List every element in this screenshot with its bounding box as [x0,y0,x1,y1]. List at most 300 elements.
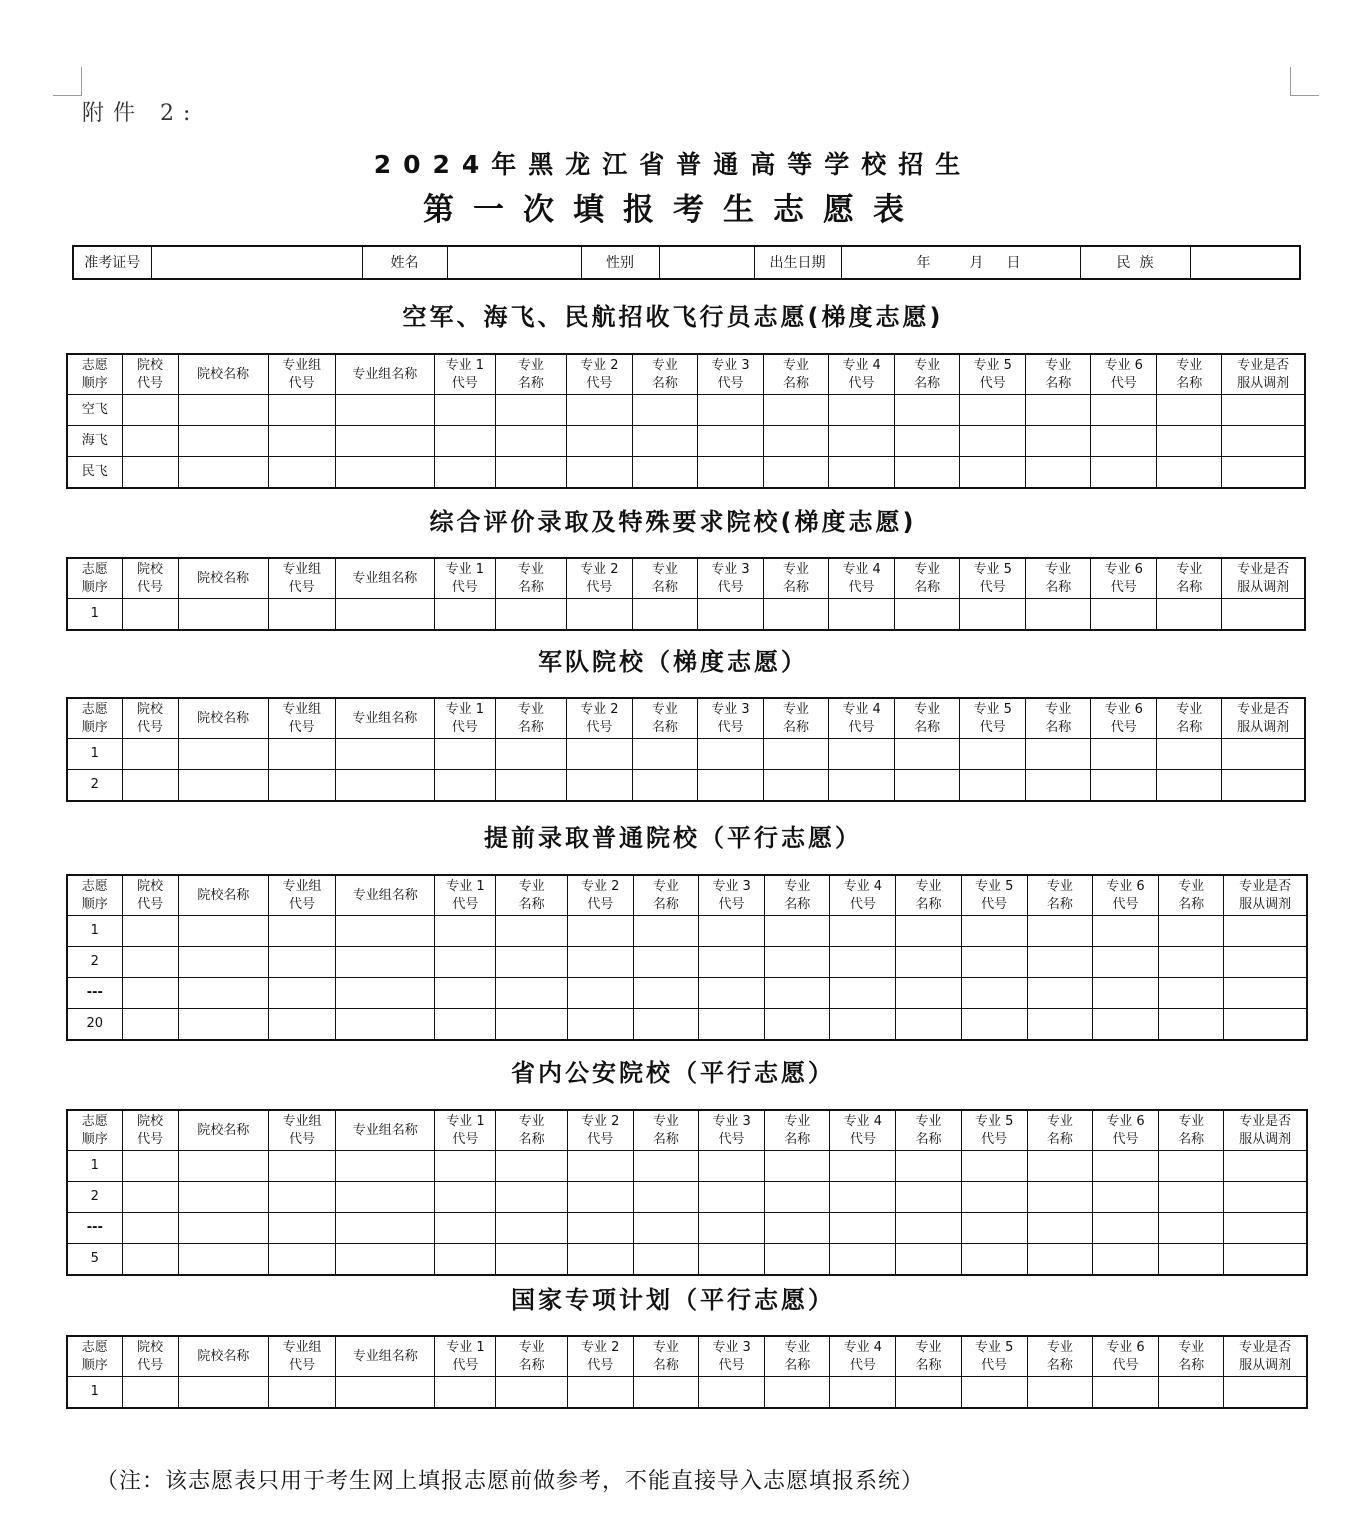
entry-cell[interactable] [335,599,434,631]
entry-cell[interactable] [1026,426,1091,457]
entry-cell[interactable] [1222,599,1305,631]
entry-cell[interactable] [567,1182,633,1213]
entry-cell[interactable] [1224,1151,1307,1182]
column-header [1026,558,1091,599]
entry-cell[interactable] [1157,426,1222,457]
entry-cell[interactable] [961,1151,1027,1182]
entry-cell[interactable] [829,457,895,489]
entry-cell[interactable] [830,1377,896,1409]
entry-cell[interactable] [698,947,764,978]
entry-cell[interactable] [633,916,698,947]
entry-cell[interactable] [567,1151,633,1182]
crop-mark-top-left [53,67,82,96]
entry-cell[interactable] [1092,978,1158,1009]
entry-cell[interactable] [1027,1009,1092,1041]
entry-cell[interactable] [1224,947,1307,978]
entry-cell[interactable] [268,1377,335,1409]
entry-cell[interactable] [1027,1244,1092,1276]
entry-cell[interactable] [1159,916,1224,947]
entry-cell[interactable] [961,1213,1027,1244]
entry-cell[interactable] [896,916,961,947]
entry-cell[interactable] [496,916,567,947]
entry-cell[interactable] [960,770,1026,802]
entry-cell[interactable] [1222,770,1305,802]
entry-cell[interactable] [335,395,434,426]
entry-cell[interactable] [960,599,1026,631]
entry-cell[interactable] [1224,1377,1307,1409]
entry-cell[interactable] [1222,457,1305,489]
entry-cell[interactable] [268,770,335,802]
entry-cell[interactable] [633,978,698,1009]
entry-cell[interactable] [830,1151,896,1182]
entry-cell[interactable] [566,457,632,489]
entry-cell[interactable] [1224,1244,1307,1276]
row-order-label: 5 [67,1244,122,1276]
entry-cell[interactable] [336,1213,435,1244]
entry-cell[interactable] [122,1377,178,1409]
entry-cell[interactable] [1159,1151,1224,1182]
entry-cell[interactable] [122,599,178,631]
entry-cell[interactable] [336,1377,435,1409]
entry-cell[interactable] [268,1009,335,1041]
entry-cell[interactable] [1224,916,1307,947]
entry-cell[interactable] [435,947,496,978]
entry-cell[interactable] [763,770,828,802]
entry-cell[interactable] [496,1182,567,1213]
entry-cell[interactable] [1157,395,1222,426]
entry-cell[interactable] [1092,1151,1158,1182]
entry-cell[interactable] [1091,457,1157,489]
entry-cell[interactable] [697,599,763,631]
entry-cell[interactable] [895,426,960,457]
entry-cell[interactable] [268,978,335,1009]
entry-cell[interactable] [178,1182,268,1213]
entry-cell[interactable] [1027,947,1092,978]
entry-cell[interactable] [495,395,566,426]
entry-cell[interactable] [268,1182,335,1213]
entry-cell[interactable] [1092,947,1158,978]
column-header-line: 志愿 [81,701,108,717]
entry-cell[interactable] [495,426,566,457]
entry-cell[interactable] [435,1009,496,1041]
entry-cell[interactable] [633,1244,698,1276]
entry-cell[interactable] [567,1244,633,1276]
entry-cell[interactable] [336,978,435,1009]
entry-cell[interactable] [763,426,828,457]
entry-cell[interactable] [336,947,435,978]
entry-cell[interactable] [960,457,1026,489]
row-order-label: 2 [67,770,122,802]
entry-cell[interactable] [961,1377,1027,1409]
entry-cell[interactable] [1026,770,1091,802]
entry-cell[interactable] [896,1213,961,1244]
entry-cell[interactable] [961,1182,1027,1213]
entry-cell[interactable] [961,978,1027,1009]
column-header [567,1110,633,1151]
entry-cell[interactable] [566,395,632,426]
column-header-line: 专业 [1046,1113,1073,1129]
entry-cell[interactable] [495,457,566,489]
entry-cell[interactable] [1092,1182,1158,1213]
entry-cell[interactable] [434,395,495,426]
entry-cell[interactable] [435,1377,496,1409]
entry-cell[interactable] [1092,1213,1158,1244]
entry-cell[interactable] [697,739,763,770]
column-header-line: 院校名称 [197,1122,250,1138]
entry-cell[interactable] [698,1213,764,1244]
column-header-line: 代号 [979,375,1006,391]
entry-cell[interactable] [178,770,268,802]
column-header-line: 名称 [914,579,941,595]
entry-cell[interactable] [1092,1377,1158,1409]
table-row [67,739,1305,770]
entry-cell[interactable] [1027,916,1092,947]
entry-cell[interactable] [495,739,566,770]
entry-cell[interactable] [896,1009,961,1041]
entry-cell[interactable] [1159,978,1224,1009]
entry-cell[interactable] [566,599,632,631]
column-header [896,875,961,916]
column-header-line: 专业 3 [711,561,750,577]
entry-cell[interactable] [268,947,335,978]
entry-cell[interactable] [697,770,763,802]
column-header-line: 名称 [518,1131,545,1147]
entry-cell[interactable] [1159,947,1224,978]
entry-cell[interactable] [335,770,434,802]
entry-cell[interactable] [122,1009,178,1041]
entry-cell[interactable] [830,1244,896,1276]
entry-cell[interactable] [1091,739,1157,770]
column-header-line: 代号 [849,896,876,912]
entry-cell[interactable] [178,978,268,1009]
entry-cell[interactable] [632,770,697,802]
entry-cell[interactable] [1092,1244,1158,1276]
entry-cell[interactable] [632,599,697,631]
entry-cell[interactable] [765,1244,830,1276]
entry-cell[interactable] [763,599,828,631]
column-header-line: 专业 2 [581,1339,620,1355]
entry-cell[interactable] [336,1182,435,1213]
column-header-line: 专业 [1046,878,1073,894]
entry-cell[interactable] [896,1151,961,1182]
entry-cell[interactable] [122,395,178,426]
entry-cell[interactable] [1027,1182,1092,1213]
entry-cell[interactable] [122,426,178,457]
entry-cell[interactable] [830,978,896,1009]
entry-cell[interactable] [633,1182,698,1213]
entry-cell[interactable] [829,599,895,631]
entry-cell[interactable] [633,1377,698,1409]
entry-cell[interactable] [178,1377,268,1409]
entry-cell[interactable] [895,739,960,770]
entry-cell[interactable] [567,947,633,978]
entry-cell[interactable] [1224,1213,1307,1244]
entry-cell[interactable] [435,1244,496,1276]
entry-cell[interactable] [1224,978,1307,1009]
entry-cell[interactable] [178,457,268,489]
entry-cell[interactable] [698,1151,764,1182]
entry-cell[interactable] [567,1377,633,1409]
entry-cell[interactable] [496,978,567,1009]
column-header-line: 服从调剂 [1237,375,1290,391]
gender-field[interactable] [659,246,754,279]
column-header-line: 专业 3 [711,357,750,373]
entry-cell[interactable] [1026,395,1091,426]
entry-cell[interactable] [1027,1377,1092,1409]
entry-cell[interactable] [122,1244,178,1276]
entry-cell[interactable] [633,947,698,978]
entry-cell[interactable] [335,426,434,457]
entry-cell[interactable] [566,770,632,802]
entry-cell[interactable] [1159,1182,1224,1213]
entry-cell[interactable] [698,1244,764,1276]
entry-cell[interactable] [1157,739,1222,770]
entry-cell[interactable] [1157,599,1222,631]
entry-cell[interactable] [829,739,895,770]
entry-cell[interactable] [1224,1009,1307,1041]
entry-cell[interactable] [567,1009,633,1041]
entry-cell[interactable] [1222,395,1305,426]
entry-cell[interactable] [268,1244,335,1276]
entry-cell[interactable] [1026,739,1091,770]
birth-date-field[interactable] [841,246,1080,279]
entry-cell[interactable] [336,1244,435,1276]
entry-cell[interactable] [435,1213,496,1244]
entry-cell[interactable] [895,599,960,631]
column-header-line: 代号 [587,896,614,912]
entry-cell[interactable] [567,978,633,1009]
column-header-line: 名称 [914,375,941,391]
column-header-line: 专业 5 [974,878,1014,894]
entry-cell[interactable] [122,770,178,802]
entry-cell[interactable] [896,1182,961,1213]
entry-cell[interactable] [268,599,335,631]
entry-cell[interactable] [434,770,495,802]
entry-cell[interactable] [1026,457,1091,489]
entry-cell[interactable] [1159,1244,1224,1276]
entry-cell[interactable] [961,1244,1027,1276]
entry-cell[interactable] [435,978,496,1009]
entry-cell[interactable] [961,947,1027,978]
column-header-line: 专业 5 [974,1113,1014,1129]
entry-cell[interactable] [830,1009,896,1041]
column-header-line: 顺序 [81,1131,108,1147]
entry-cell[interactable] [1091,770,1157,802]
entry-cell[interactable] [336,916,435,947]
entry-cell[interactable] [336,1009,435,1041]
entry-cell[interactable] [178,1213,268,1244]
column-header-line: 代号 [451,375,478,391]
column-header-line: 专业组 [282,561,322,577]
entry-cell[interactable] [765,1009,830,1041]
table-row [67,916,1307,947]
entry-cell[interactable] [1092,1009,1158,1041]
entry-cell[interactable] [765,1182,830,1213]
entry-cell[interactable] [567,1213,633,1244]
entry-cell[interactable] [895,457,960,489]
entry-cell[interactable] [495,599,566,631]
column-header-line: 专业 6 [1104,701,1143,717]
entry-cell[interactable] [697,426,763,457]
entry-cell[interactable] [495,770,566,802]
entry-cell[interactable] [122,1213,178,1244]
entry-cell[interactable] [895,770,960,802]
entry-cell[interactable] [496,1377,567,1409]
entry-cell[interactable] [1222,739,1305,770]
entry-cell[interactable] [268,739,335,770]
entry-cell[interactable] [178,739,268,770]
table-row [67,770,1305,802]
column-header [567,875,633,916]
column-header [1159,1110,1224,1151]
entry-cell[interactable] [435,1151,496,1182]
entry-cell[interactable] [566,739,632,770]
entry-cell[interactable] [763,739,828,770]
entry-cell[interactable] [960,426,1026,457]
entry-cell[interactable] [765,1151,830,1182]
entry-cell[interactable] [496,1244,567,1276]
entry-cell[interactable] [1027,978,1092,1009]
entry-cell[interactable] [1222,426,1305,457]
entry-cell[interactable] [698,1182,764,1213]
entry-cell[interactable] [434,599,495,631]
entry-cell[interactable] [1159,1377,1224,1409]
column-header-line: 专业 [517,561,544,577]
entry-cell[interactable] [1159,1009,1224,1041]
entry-cell[interactable] [567,916,633,947]
entry-cell[interactable] [697,395,763,426]
entry-cell[interactable] [1091,599,1157,631]
entry-cell[interactable] [1091,426,1157,457]
entry-cell[interactable] [896,978,961,1009]
ethnicity-field[interactable] [1190,246,1300,279]
entry-cell[interactable] [268,916,335,947]
entry-cell[interactable] [829,395,895,426]
entry-cell[interactable] [268,1151,335,1182]
entry-cell[interactable] [1157,770,1222,802]
entry-cell[interactable] [765,1213,830,1244]
entry-cell[interactable] [122,457,178,489]
entry-cell[interactable] [830,947,896,978]
entry-cell[interactable] [335,739,434,770]
entry-cell[interactable] [763,395,828,426]
entry-cell[interactable] [896,1244,961,1276]
entry-cell[interactable] [434,739,495,770]
entry-cell[interactable] [697,457,763,489]
column-header [1026,698,1091,739]
entry-cell[interactable] [698,1009,764,1041]
entry-cell[interactable] [122,916,178,947]
entry-cell[interactable] [122,739,178,770]
entry-cell[interactable] [633,1151,698,1182]
entry-cell[interactable] [178,1151,268,1182]
entry-cell[interactable] [765,947,830,978]
entry-cell[interactable] [434,426,495,457]
entry-cell[interactable] [895,395,960,426]
entry-cell[interactable] [632,457,697,489]
column-header [122,354,178,395]
entry-cell[interactable] [178,1244,268,1276]
entry-cell[interactable] [435,1182,496,1213]
entry-cell[interactable] [632,739,697,770]
entry-cell[interactable] [566,426,632,457]
entry-cell[interactable] [496,1213,567,1244]
column-header-line: 代号 [718,896,745,912]
entry-cell[interactable] [830,1213,896,1244]
entry-cell[interactable] [336,1151,435,1182]
entry-cell[interactable] [829,426,895,457]
name-field[interactable] [447,246,581,279]
entry-cell[interactable] [632,395,697,426]
entry-cell[interactable] [496,947,567,978]
entry-cell[interactable] [1159,1213,1224,1244]
column-header-line: 名称 [652,896,679,912]
entry-cell[interactable] [765,916,830,947]
column-header [697,698,763,739]
exam-number-field[interactable] [151,246,362,279]
entry-cell[interactable] [698,978,764,1009]
entry-cell[interactable] [961,916,1027,947]
entry-cell[interactable] [1157,457,1222,489]
entry-cell[interactable] [122,947,178,978]
entry-cell[interactable] [765,978,830,1009]
entry-cell[interactable] [178,916,268,947]
entry-cell[interactable] [268,457,335,489]
entry-cell[interactable] [1091,395,1157,426]
column-header [961,1110,1027,1151]
entry-cell[interactable] [1027,1213,1092,1244]
column-header [1092,1336,1158,1377]
entry-cell[interactable] [1224,1182,1307,1213]
entry-cell[interactable] [178,599,268,631]
column-header-line: 专业组名称 [352,1348,418,1364]
entry-cell[interactable] [435,916,496,947]
entry-cell[interactable] [178,395,268,426]
entry-cell[interactable] [960,739,1026,770]
entry-cell[interactable] [829,770,895,802]
entry-cell[interactable] [830,916,896,947]
entry-cell[interactable] [961,1009,1027,1041]
entry-cell[interactable] [335,457,434,489]
entry-cell[interactable] [434,457,495,489]
entry-cell[interactable] [122,978,178,1009]
entry-cell[interactable] [896,1377,961,1409]
entry-cell[interactable] [268,1213,335,1244]
entry-cell[interactable] [765,1377,830,1409]
entry-cell[interactable] [178,1009,268,1041]
entry-cell[interactable] [763,457,828,489]
entry-cell[interactable] [830,1182,896,1213]
entry-cell[interactable] [632,426,697,457]
entry-cell[interactable] [698,916,764,947]
entry-cell[interactable] [1092,916,1158,947]
entry-cell[interactable] [268,426,335,457]
entry-cell[interactable] [122,1182,178,1213]
entry-cell[interactable] [178,947,268,978]
entry-cell[interactable] [178,426,268,457]
entry-cell[interactable] [1027,1151,1092,1182]
entry-cell[interactable] [496,1009,567,1041]
entry-cell[interactable] [268,395,335,426]
entry-cell[interactable] [496,1151,567,1182]
entry-cell[interactable] [896,947,961,978]
entry-cell[interactable] [960,395,1026,426]
entry-cell[interactable] [1026,599,1091,631]
entry-cell[interactable] [122,1151,178,1182]
entry-cell[interactable] [633,1009,698,1041]
entry-cell[interactable] [698,1377,764,1409]
entry-cell[interactable] [633,1213,698,1244]
